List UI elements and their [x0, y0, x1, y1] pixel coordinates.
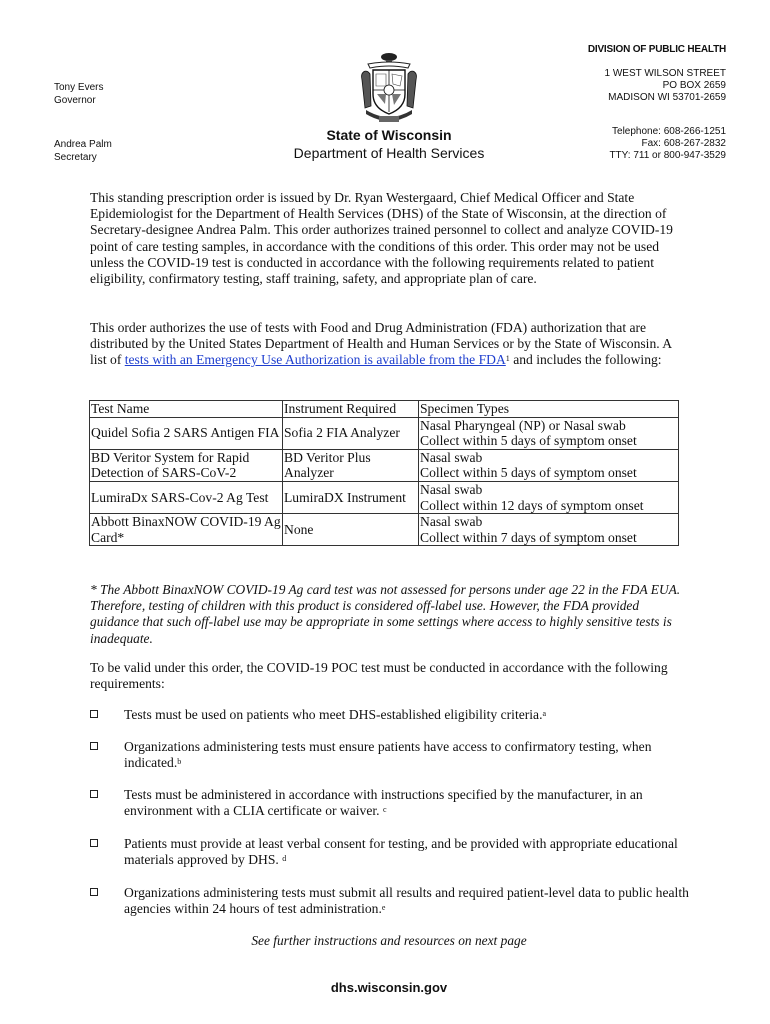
- table-row: [90, 417, 679, 449]
- binaxnow-note: * The Abbott BinaxNOW COVID-19 Ag card test was not assessed for persons under age 22 in the FDA EUA. Therefore, testing of children with this product is considered off-label use. However, the FDA provided guidance that such off-label use may be appropriate in some settings where access to highly sensitive tests is inadequate.: [90, 582, 681, 646]
- specimen-cell: [419, 417, 679, 449]
- specimen-cell: [419, 449, 679, 481]
- requirements-intro: To be valid under this order, the COVID-19 POC test must be conducted in accordance with the following requirements:: [90, 660, 668, 692]
- state-name: State of Wisconsin: [326, 127, 452, 143]
- secretary-title: Secretary: [54, 152, 97, 163]
- collection-window: Collect within 7 days of symptom onset: [420, 529, 637, 545]
- requirement-item: [90, 787, 690, 819]
- test-name-cell: BD Veritor System for Rapid Detection of SARS-CoV-2: [90, 449, 283, 481]
- governor-name: Tony Evers: [54, 82, 104, 93]
- address-line: PO BOX 2659: [662, 80, 726, 91]
- requirement-text: Tests must be administered in accordance with instructions specified by the manufacturer, in an environment with a CLIA certificate or waiver.: [124, 787, 643, 819]
- footnote-marker: b: [177, 757, 182, 767]
- table-row: [90, 449, 679, 481]
- fax: Fax: 608-267-2832: [641, 138, 726, 149]
- checkbox-icon: [90, 888, 98, 896]
- footnote-marker: c: [382, 805, 387, 815]
- test-name-cell: Quidel Sofia 2 SARS Antigen FIA: [90, 417, 283, 449]
- governor-title: Governor: [54, 95, 96, 106]
- collection-window: Collect within 12 days of symptom onset: [420, 497, 644, 513]
- requirement-item: [90, 836, 690, 868]
- authorization-text: This order authorizes the use of tests with Food and Drug Administration (FDA) authorization that are distributed by the United States Department of Health and Human Services or by the State of Wisconsin. A list of: [90, 320, 672, 368]
- specimen-cell: [419, 514, 679, 546]
- specimen-type: Nasal swab: [420, 481, 483, 497]
- secretary-name: Andrea Palm: [54, 139, 112, 150]
- collection-window: Collect within 5 days of symptom onset: [420, 433, 637, 449]
- footnote-marker: d: [282, 854, 287, 864]
- footnote-marker: 1: [505, 354, 510, 364]
- checkbox-icon: [90, 742, 98, 750]
- further-instructions: See further instructions and resources on next page: [251, 933, 527, 948]
- authorization-text-end: and includes the following:: [509, 352, 662, 368]
- requirement-item: [90, 739, 690, 771]
- state-seal-icon: [356, 50, 422, 126]
- specimen-type: Nasal swab: [420, 449, 483, 465]
- authorization-paragraph: [90, 320, 682, 369]
- test-name-cell: LumiraDx SARS-Cov-2 Ag Test: [90, 481, 283, 513]
- table-row: [90, 481, 679, 513]
- checkbox-icon: [90, 839, 98, 847]
- specimen-type: Nasal Pharyngeal (NP) or Nasal swab: [420, 417, 626, 433]
- mailing-address: [605, 68, 727, 104]
- requirement-text: Patients must provide at least verbal consent for testing, and be provided with appropriate educational materials approved by DHS.: [124, 836, 678, 868]
- header-instrument: Instrument Required: [283, 401, 419, 418]
- instrument-cell: None: [283, 514, 419, 546]
- instrument-cell: BD Veritor Plus Analyzer: [283, 449, 419, 481]
- telephone: Telephone: 608-266-1251: [612, 126, 726, 137]
- instrument-cell: Sofia 2 FIA Analyzer: [283, 417, 419, 449]
- requirement-text: Organizations administering tests must submit all results and required patient-level data to public health agencies within 24 hours of test administration.: [124, 885, 689, 917]
- requirement-item: [90, 885, 690, 917]
- table-header-row: [90, 401, 679, 418]
- division-name: DIVISION OF PUBLIC HEALTH: [587, 44, 726, 55]
- address-line: MADISON WI 53701-2659: [608, 92, 726, 103]
- specimen-type: Nasal swab: [420, 514, 483, 530]
- footnote-marker: a: [542, 709, 547, 718]
- header-specimen: Specimen Types: [419, 401, 679, 418]
- requirement-item: [90, 707, 690, 723]
- requirement-text: Organizations administering tests must ensure patients have access to confirmatory testing, when indicated.: [124, 739, 652, 771]
- tty: TTY: 711 or 800-947-3529: [609, 150, 726, 161]
- requirement-text: Tests must be used on patients who meet DHS-established eligibility criteria.: [124, 707, 543, 722]
- website-footer[interactable]: dhs.wisconsin.gov: [330, 980, 448, 995]
- collection-window: Collect within 5 days of symptom onset: [420, 465, 637, 481]
- fda-eua-link[interactable]: tests with an Emergency Use Authorization is available from the FDA: [124, 352, 506, 368]
- governor-block: [54, 81, 103, 107]
- address-line: 1 WEST WILSON STREET: [604, 68, 726, 79]
- test-name-cell: Abbott BinaxNOW COVID-19 Ag Card*: [91, 514, 281, 545]
- table-row: [90, 514, 679, 546]
- checkbox-icon: [90, 790, 98, 798]
- footnote-marker: e: [381, 903, 386, 913]
- department-name: Department of Health Services: [293, 145, 485, 161]
- test-table: [89, 400, 679, 546]
- header-test-name: Test Name: [90, 401, 283, 418]
- checkbox-icon: [90, 710, 98, 718]
- instrument-cell: LumiraDX Instrument: [283, 481, 419, 513]
- intro-paragraph: This standing prescription order is issued by Dr. Ryan Westergaard, Chief Medical Officer and State Epidemiologist for the Department of Health Services (DHS) of the State of Wisconsin, at the direction of Secretary-designee Andrea Palm. This order authorizes trained personnel to collect and analyze COVID-19 point of care testing samples, in accordance with the conditions of this order. This order may not be used unless the COVID-19 test is conducted in accordance with the following requirements related to patient eligibility, confirmatory testing, staff training, safety, and appropriate plan of care.: [90, 190, 673, 287]
- specimen-cell: [419, 481, 679, 513]
